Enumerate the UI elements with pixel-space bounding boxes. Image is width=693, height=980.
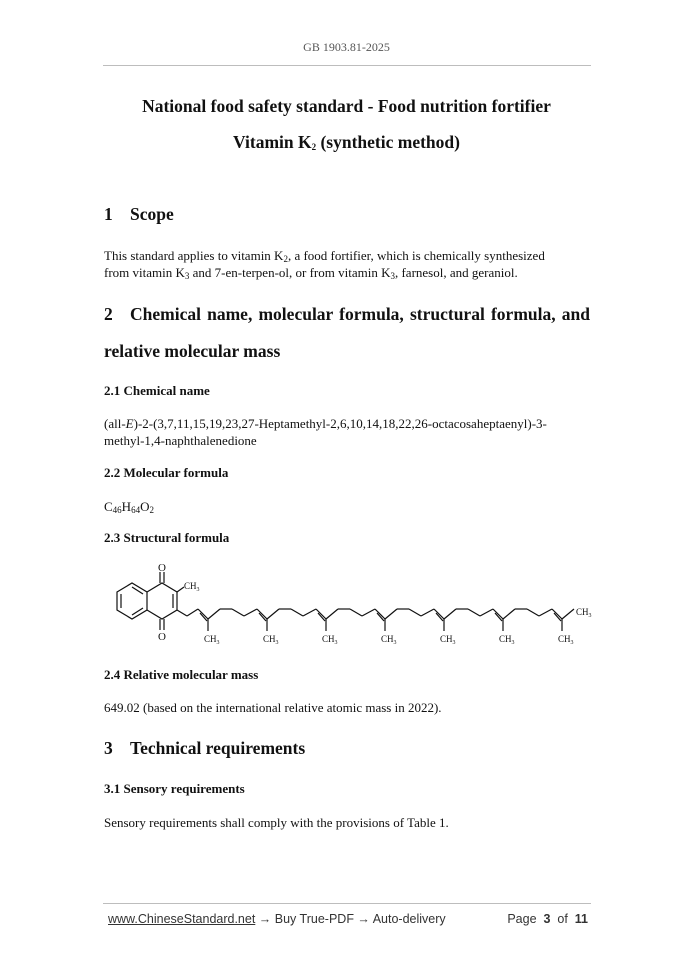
footer	[108, 912, 588, 926]
methyl-label: $CH_3$	[322, 634, 338, 646]
section-number: 2	[104, 304, 113, 324]
section-number: 3	[104, 738, 113, 758]
bond	[552, 609, 562, 619]
bond	[350, 609, 362, 616]
bond	[177, 610, 187, 616]
bond	[232, 609, 244, 616]
bond	[326, 609, 338, 619]
sensory-requirements-text: Sensory requirements shall comply with the provisions of Table 1.	[104, 815, 449, 830]
auto-delivery-text: Auto-delivery	[372, 912, 446, 926]
text-run: and 7-en-terpen-ol, or from vitamin K	[189, 265, 391, 280]
subsection-3-1-heading: 3.1 Sensory requirements	[104, 781, 245, 796]
text-run: methyl-1,4-naphthalenedione	[104, 433, 257, 448]
chinesestandard-link[interactable]: www.ChineseStandard.net	[108, 912, 256, 926]
italic-text: E	[125, 416, 134, 431]
subsection-2-4-heading: 2.4 Relative molecular mass	[104, 667, 259, 682]
title-text-post: (synthetic method)	[316, 132, 460, 152]
page-number: 3	[543, 912, 551, 926]
bond	[257, 609, 267, 619]
subscript: 2	[283, 254, 288, 264]
bond	[385, 609, 397, 619]
bond	[493, 609, 503, 619]
molecular-mass-text: 649.02 (based on the international relative atomic mass in 2022).	[104, 700, 442, 715]
bond	[421, 609, 434, 616]
formula-element: H	[121, 499, 132, 514]
text-run: from vitamin K	[104, 265, 185, 280]
bond	[527, 609, 539, 616]
methyl-label: $CH_3$	[381, 634, 397, 646]
structural-formula-diagram	[108, 558, 592, 653]
arrow-icon: →	[255, 912, 275, 926]
subsection-2-2-heading: 2.2 Molecular formula	[104, 465, 229, 480]
page-indicator	[507, 912, 588, 926]
chemical-name-text	[104, 415, 590, 449]
page-of: of	[557, 912, 568, 926]
bond	[444, 609, 456, 619]
header-rule	[103, 65, 591, 66]
text-run: (all-	[104, 416, 126, 431]
formula-subscript: 64	[131, 505, 141, 515]
bond	[503, 609, 515, 619]
methyl-label: $CH_3$	[204, 634, 220, 646]
naphthoquinone-ring	[117, 572, 184, 630]
text-run: , farnesol, and geraniol.	[394, 265, 518, 280]
footer-rule	[103, 903, 591, 904]
subscript: 3	[390, 271, 395, 281]
buy-pdf-text: Buy True-PDF	[274, 912, 354, 926]
bond	[375, 609, 385, 619]
bond	[362, 609, 375, 616]
bond	[291, 609, 303, 616]
page-title-line1: National food safety standard - Food nutrition fortifier	[142, 96, 551, 116]
page-title-line2	[0, 132, 693, 153]
title-subscript: 2	[311, 142, 317, 152]
bond	[468, 609, 480, 616]
page-total: 11	[574, 912, 588, 926]
bond	[316, 609, 326, 619]
bond	[198, 609, 208, 619]
methyl-label: $CH_3$	[263, 634, 279, 646]
section-title: Chemical name, molecular formula, structural formula, and	[130, 304, 590, 324]
bond	[267, 609, 279, 619]
methyl-label: $CH_3$	[499, 634, 515, 646]
text-run: )-2-(3,7,11,15,19,23,27-Heptamethyl-2,6,10,14,18,22,26-octacosaheptaenyl)-3-	[133, 416, 547, 431]
scope-paragraph	[104, 247, 590, 281]
document-code: GB 1903.81-2025	[303, 40, 390, 54]
bond	[480, 609, 493, 616]
text-run: This standard applies to vitamin K	[104, 248, 284, 263]
section-2-heading-line1	[104, 304, 590, 325]
isoprenoid-chain	[177, 607, 592, 646]
arrow-icon: →	[353, 912, 373, 926]
section-number: 1	[104, 204, 113, 224]
formula-element: C	[104, 499, 113, 514]
methyl-label: $CH_3$	[184, 581, 200, 593]
subsection-2-1-heading: 2.1 Chemical name	[104, 383, 210, 398]
section-3-heading	[104, 738, 305, 759]
section-2-heading-line2: relative molecular mass	[104, 341, 281, 361]
methyl-label: $CH_3$	[576, 607, 592, 619]
molecular-formula	[104, 498, 590, 515]
formula-subscript: 46	[112, 505, 122, 515]
formula-subscript: 2	[149, 505, 154, 515]
bond	[303, 609, 316, 616]
section-title: Technical requirements	[130, 738, 306, 758]
subscript: 3	[184, 271, 190, 281]
bond	[244, 609, 257, 616]
section-title: Scope	[130, 204, 174, 224]
bond	[539, 609, 552, 616]
bond	[562, 609, 574, 619]
page-label: Page	[507, 912, 537, 926]
title-text: Vitamin K	[233, 132, 312, 152]
section-1-heading	[104, 204, 174, 225]
methyl-label: $CH_3$	[558, 634, 574, 646]
formula-element: O	[140, 499, 150, 514]
oxygen-bottom-label: O	[158, 631, 166, 643]
bond	[187, 609, 198, 616]
subsection-2-3-heading: 2.3 Structural formula	[104, 530, 230, 545]
bond	[208, 609, 220, 619]
text-run: , a food fortifier, which is chemically synthesized	[287, 248, 545, 263]
methyl-label: $CH_3$	[440, 634, 456, 646]
bond	[409, 609, 421, 616]
bond	[434, 609, 444, 619]
oxygen-top-label: O	[158, 562, 166, 574]
